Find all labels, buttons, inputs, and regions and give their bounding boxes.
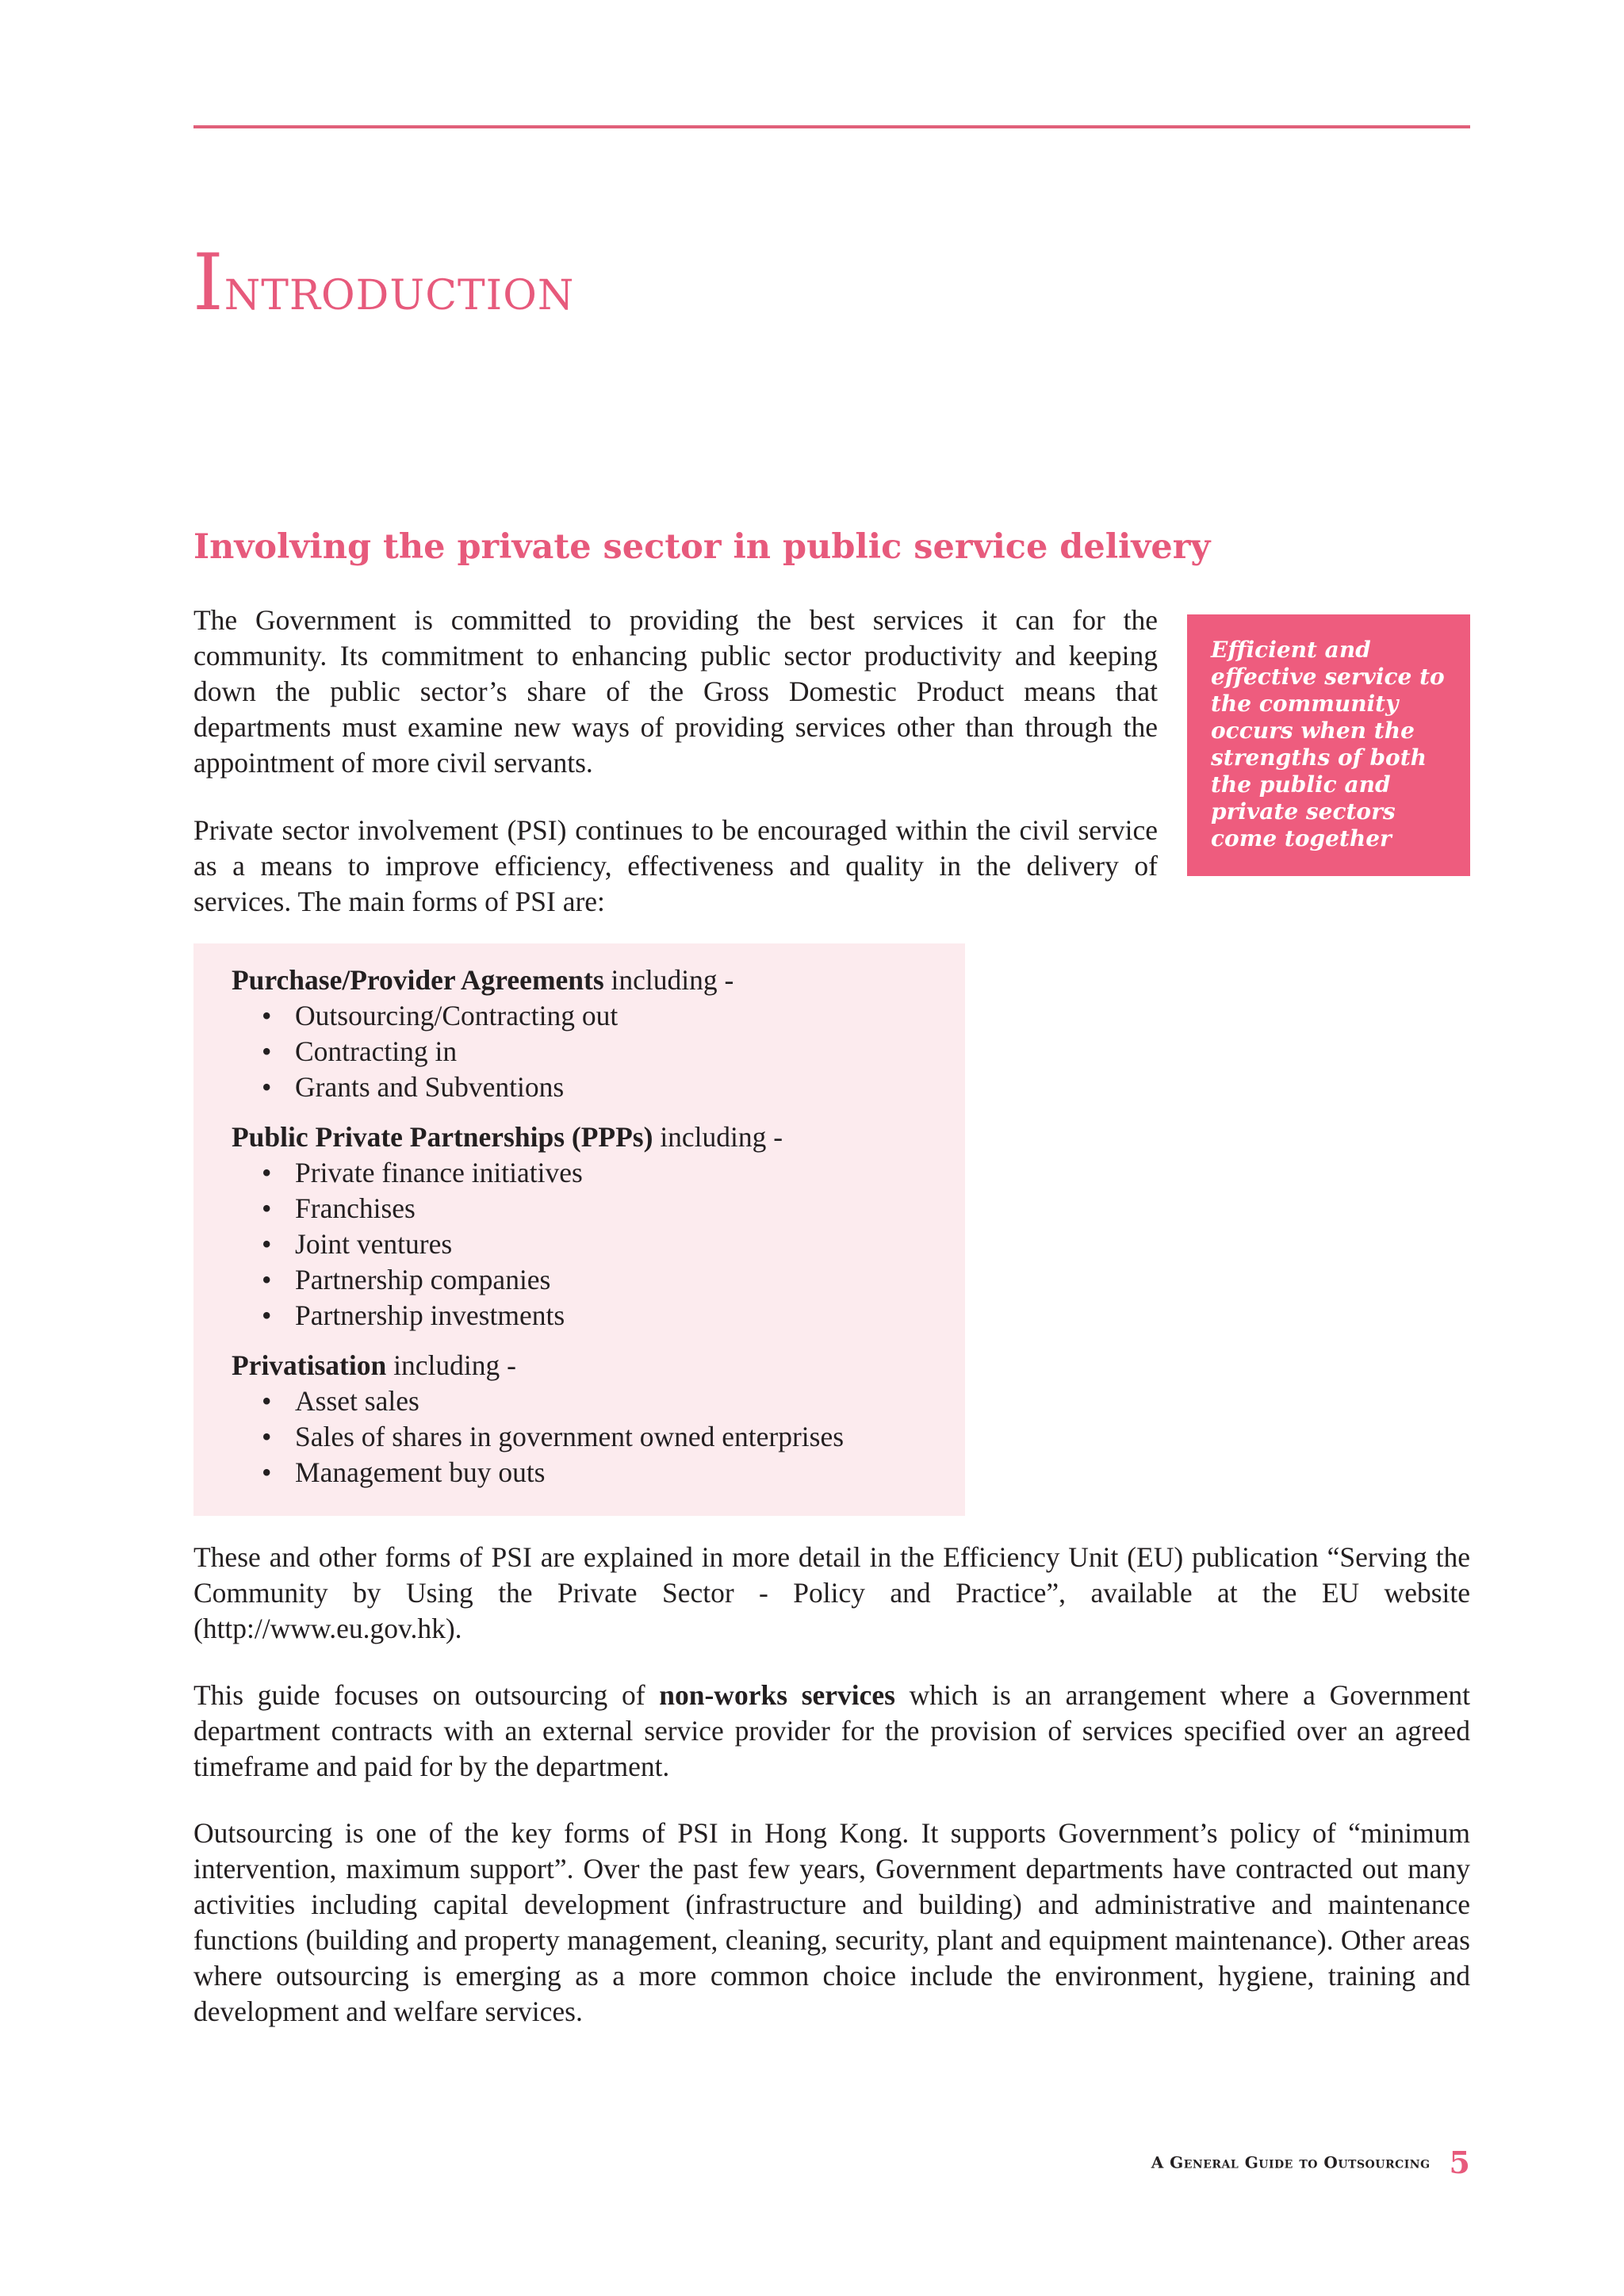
page-footer xyxy=(1151,2145,1470,2180)
header-rule xyxy=(193,125,1470,128)
bullet-icon: • xyxy=(262,1000,272,1031)
bullet-icon: • xyxy=(262,1035,272,1067)
list-item: • Asset sales xyxy=(257,1383,965,1419)
psi-group xyxy=(232,962,965,1105)
pull-quote-callout xyxy=(1187,614,1470,876)
paragraph-outsourcing-role: Outsourcing is one of the key forms of PSI in Hong Kong. It supports Government’s policy of “minimum intervention, maximum support”. Over the past few years, Government departments have contracted out many activities including capital development (infrastructure and building) and administrative and maintenance functions (building and property management, cleaning, security, plant and equipment maintenance). Other areas where outsourcing is emerging as a more common choice include the environment, hygiene, training and development and welfare services. xyxy=(193,1817,1470,2027)
psi-group-title: Public Private Partnerships (PPPs) including - xyxy=(232,1121,783,1153)
psi-group-list xyxy=(232,1383,965,1490)
section-heading: Involving the private sector in public service delivery xyxy=(193,527,1211,567)
bullet-icon: • xyxy=(262,1192,272,1224)
bullet-icon: • xyxy=(262,1264,272,1295)
paragraph-intro: The Government is committed to providing the best services it can for the community. Its commitment to enhancing public sector productivity and keeping down the public sector’s share of the Gross Domestic Product means that departments must examine new ways of providing services other than through the appointment of more civil servants. xyxy=(193,604,1158,779)
page-title: Introduction xyxy=(193,238,575,328)
list-item: • Management buy outs xyxy=(257,1455,965,1490)
bullet-icon: • xyxy=(262,1421,272,1452)
bullet-icon: • xyxy=(262,1071,272,1103)
paragraph-psi: Private sector involvement (PSI) continues to be encouraged within the civil service as a means to improve efficiency, effectiveness and quality in the delivery of services. The main forms of PSI are: xyxy=(193,814,1158,917)
psi-group xyxy=(232,1348,965,1490)
list-item: • Partnership companies xyxy=(257,1262,965,1298)
list-item: • Sales of shares in government owned enterprises xyxy=(257,1419,965,1455)
psi-group-title: Privatisation including - xyxy=(232,1349,516,1381)
list-item: • Outsourcing/Contracting out xyxy=(257,998,965,1034)
list-item: • Joint ventures xyxy=(257,1226,965,1262)
pull-quote-text: Efficient and effective service to the community occurs when the strengths of both the public and private sectors come together xyxy=(1211,637,1445,851)
bullet-icon: • xyxy=(262,1157,272,1188)
list-item: • Private finance initiatives xyxy=(257,1155,965,1191)
psi-forms-box xyxy=(193,943,965,1516)
bullet-icon: • xyxy=(262,1385,272,1417)
bullet-icon: • xyxy=(262,1299,272,1331)
bullet-icon: • xyxy=(262,1228,272,1260)
bullet-icon: • xyxy=(262,1456,272,1488)
psi-group-list xyxy=(232,1155,965,1334)
list-item: • Grants and Subventions xyxy=(257,1070,965,1105)
list-item: • Franchises xyxy=(257,1191,965,1226)
psi-group-list xyxy=(232,998,965,1105)
page-number: 5 xyxy=(1449,2145,1470,2180)
paragraph-eu-publication: These and other forms of PSI are explained in more detail in the Efficiency Unit (EU) publication “Serving the Community by Using the Private Sector - Policy and Practice”, available at the EU website (http://www.eu.gov.hk). xyxy=(193,1541,1470,1644)
psi-group xyxy=(232,1119,965,1334)
list-item: • Partnership investments xyxy=(257,1298,965,1334)
footer-guide-title: A General Guide to Outsourcing xyxy=(1151,2152,1431,2172)
paragraph-guide-focus: This guide focuses on outsourcing of non-works services which is an arrangement where a Government department contracts with an external service provider for the provision of services specified over an agreed timeframe and paid for by the department. xyxy=(193,1679,1471,1782)
psi-group-title: Purchase/Provider Agreements including - xyxy=(232,964,734,996)
list-item: • Contracting in xyxy=(257,1034,965,1070)
